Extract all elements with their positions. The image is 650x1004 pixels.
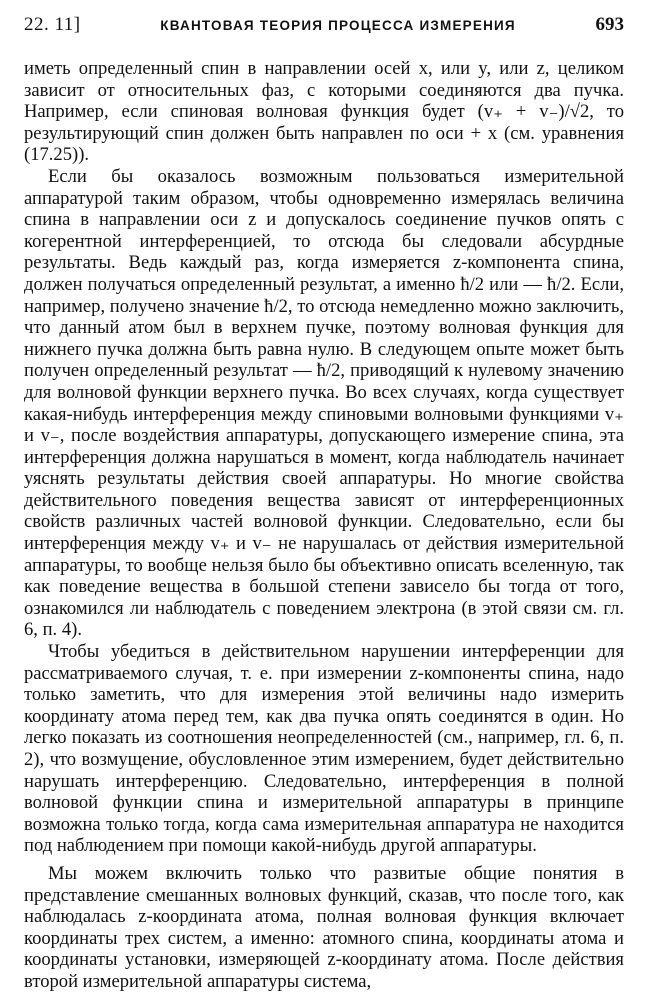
paragraph-mixed-wave-functions: Мы можем включить только что развитые общие понятия в представление смешанных волновых функций, сказав, что после того, как наблюдалась z-координата атома, полная волновая функция включает координаты трех систем, а именно: атомного спина, координаты атома и координаты установки, измеряющей z-координату атома. После действия второй измерительной аппаратуры система, <box>24 862 624 992</box>
paragraph-absurd-results: Если бы оказалось возможным пользоваться измерительной аппаратурой таким образом, чтобы одновременно измерялась величина спина в направлении оси z и допускалось соединение пучков опять с когерентной интерференцией, то отсюда бы следовали абсурдные результаты. Ведь каждый раз, когда измеряется z-компонента спина, должен получаться определенный результат, а именно ħ/2 или — ħ/2. Если, например, получено значение ħ/2, то отсюда немедленно можно заключить, что данный атом был в верхнем пучке, поэтому волновая функция для нижнего пучка должна быть равна нулю. В следующем опыте может быть получен определенный результат — ħ/2, приводящий к нулевому значению для волновой функции верхнего пучка. Во всех случаях, когда существует какая-нибудь интерференция между спиновыми волновыми функциями v₊ и v₋, после воздействия аппаратуры, допускающего измерение спина, эта интерференция должна нарушаться в момент, когда наблюдатель начинает уяснять результаты действия своей аппаратуры. Но многие свойства действительного поведения вещества зависят от интерференционных свойств различных частей волновой функции. Следовательно, если бы интерференция между v₊ и v₋ не нарушалась от действия измерительной аппаратуры, то вообще нельзя было бы объективно описать вселенную, так как поведение вещества в большой степени зависело бы тогда от того, ознакомился ли наблюдатель с поведением электрона (в этой связи см. гл. 6, п. 4). <box>24 165 624 641</box>
body-text <box>24 58 624 993</box>
paragraph-interference-destruction: Чтобы убедиться в действительном нарушении интерференции для рассматриваемого случая, т. е. при измерении z-компоненты спина, надо только заметить, что для измерения этой величины надо измерить координату атома перед тем, как два пучка опять соединятся в один. Но легко показать из соотношения неопределенностей (см., например, гл. 6, п. 2), что возмущение, обусловленное этим измерением, будет действительно нарушать интерференцию. Следовательно, интерференция в полной волновой функции спина и измерительной аппаратуры в принципе возможна только тогда, когда сама измерительная аппаратура не находится под наблюдением при помощи какой-нибудь другой аппаратуры. <box>24 641 624 857</box>
running-title: КВАНТОВАЯ ТЕОРИЯ ПРОЦЕССА ИЗМЕРЕНИЯ <box>160 18 516 33</box>
section-reference: 22. 11] <box>24 14 81 35</box>
paragraph-continuation: иметь определенный спин в направлении осей x, или y, или z, целиком зависит от относительных фаз, с которыми соединяются два пучка. Например, если спиновая волновая функция будет (v₊ + v₋)/√2, то результирующий спин должен быть направлен по оси + x (см. уравнения (17.25)). <box>24 58 624 166</box>
page-header <box>24 14 624 48</box>
page-number: 693 <box>595 14 624 35</box>
